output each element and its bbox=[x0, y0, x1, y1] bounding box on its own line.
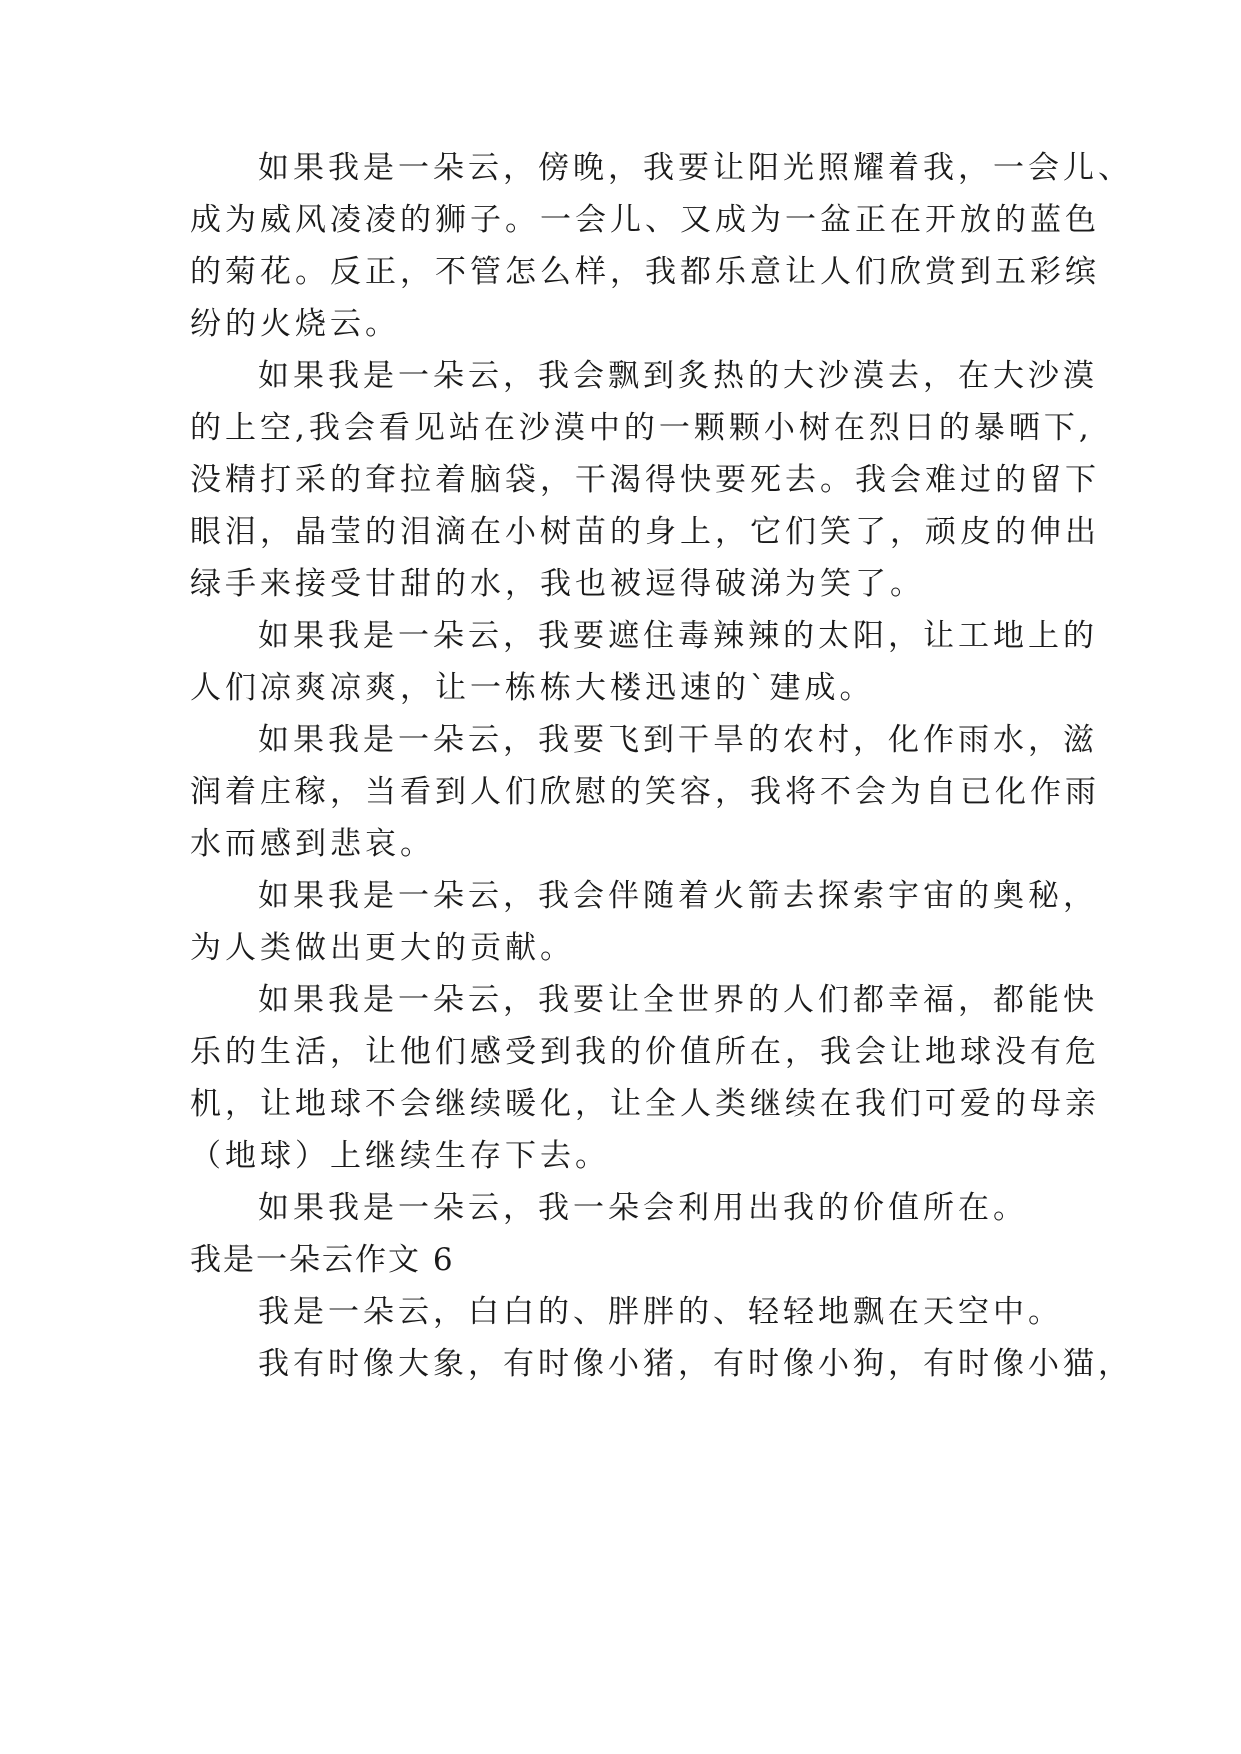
text-line: 润着庄稼，当看到人们欣慰的笑容，我将不会为自已化作雨 bbox=[190, 774, 1100, 810]
text-line: 我是一朵云，白白的、胖胖的、轻轻地飘在天空中。 bbox=[258, 1294, 1063, 1330]
text-line: 成为威风凌凌的狮子。一会儿、又成为一盆正在开放的蓝色 bbox=[190, 202, 1100, 238]
text-line: 如果我是一朵云，我一朵会利用出我的价值所在。 bbox=[258, 1190, 1028, 1226]
text-line: 为人类做出更大的贡献。 bbox=[190, 930, 575, 966]
text-line: 眼泪，晶莹的泪滴在小树苗的身上，它们笑了，顽皮的伸出 bbox=[190, 514, 1100, 550]
text-line: 的菊花。反正，不管怎么样，我都乐意让人们欣赏到五彩缤 bbox=[190, 254, 1100, 290]
text-line: 机，让地球不会继续暖化，让全人类继续在我们可爱的母亲 bbox=[190, 1086, 1100, 1122]
text-line: 我有时像大象，有时像小猪，有时像小狗，有时像小猫， bbox=[258, 1346, 1133, 1382]
text-line: （地球）上继续生存下去。 bbox=[190, 1138, 610, 1174]
text-line: 水而感到悲哀。 bbox=[190, 826, 435, 862]
text-line: 纷的火烧云。 bbox=[190, 306, 400, 342]
text-line: 的上空,我会看见站在沙漠中的一颗颗小树在烈日的暴晒下, bbox=[190, 410, 1093, 446]
text-line: 没精打采的耷拉着脑袋，干渴得快要死去。我会难过的留下 bbox=[190, 462, 1100, 498]
text-line: 如果我是一朵云，我会伴随着火箭去探索宇宙的奥秘， bbox=[258, 878, 1098, 914]
text-line: 如果我是一朵云，我要遮住毒辣辣的太阳，让工地上的 bbox=[258, 618, 1098, 654]
text-line: 如果我是一朵云，我要飞到干旱的农村，化作雨水，滋 bbox=[258, 722, 1098, 758]
section-heading: 我是一朵云作文 6 bbox=[190, 1242, 455, 1278]
text-line: 乐的生活，让他们感受到我的价值所在，我会让地球没有危 bbox=[190, 1034, 1100, 1070]
text-line: 如果我是一朵云，傍晚，我要让阳光照耀着我，一会儿、 bbox=[258, 150, 1133, 186]
text-line: 如果我是一朵云，我会飘到炙热的大沙漠去，在大沙漠 bbox=[258, 358, 1098, 394]
text-line: 如果我是一朵云，我要让全世界的人们都幸福，都能快 bbox=[258, 982, 1098, 1018]
text-line: 人们凉爽凉爽，让一栋栋大楼迅速的`建成。 bbox=[190, 670, 875, 706]
text-line: 绿手来接受甘甜的水，我也被逗得破涕为笑了。 bbox=[190, 566, 925, 602]
